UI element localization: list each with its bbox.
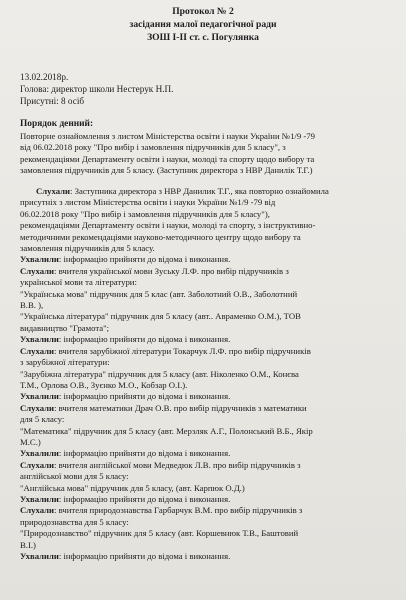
minutes-line-text: М.С.) (20, 436, 41, 447)
minutes-line-text: української мови та літератури: (20, 277, 137, 288)
minutes-line-text: : інформацію прийняти до відома і виконання. (58, 391, 231, 402)
heard-label: Слухали (20, 265, 55, 276)
minutes-line (20, 300, 396, 311)
resolved-line (20, 254, 396, 265)
minutes-line (20, 414, 396, 425)
agenda-line: від 06.02.2018 року "Про вибір і замовлення підручників для 5 класу", з (20, 142, 286, 153)
heard-label: Слухали (20, 402, 55, 413)
heard-line (20, 266, 396, 277)
minutes-line-text: : інформацію прийняти до відома і виконання. (58, 448, 231, 459)
agenda-title: Порядок денний: (20, 119, 94, 129)
meeting-attendance: Присутні: 8 осіб (20, 96, 85, 106)
minutes-line-text: "Природознавство" підручник для 5 класу (авт. Коршевнюк Т.В., Баштовий (20, 528, 299, 539)
heard-line (20, 403, 396, 414)
minutes-line (20, 209, 396, 220)
minutes-line-text: Т.М., Орлова О.В., Зуєнко М.О., Кобзар О.І.). (20, 379, 188, 390)
resolved-line (20, 334, 396, 345)
minutes-line-text: рекомендаціями Департаменту освіти і науки, молоді та спорту, з інструктивно- (20, 220, 316, 231)
minutes-line-text: англійської мови для 5 класу: (20, 471, 129, 482)
minutes-line-text: природознавства для 5 класу: (20, 516, 129, 527)
agenda-line: замовлення підручників для 5 класу. (Заступник директора з НВР Данилік Т.Г.) (20, 165, 313, 176)
minutes-text (20, 186, 396, 562)
minutes-line-text: : вчителя зарубіжної літератури Токарчук Л.Ф. про вибір підручників (54, 345, 311, 356)
resolved-label: Ухвалили (20, 493, 59, 504)
protocol-title: Протокол № 2 (172, 6, 234, 17)
resolved-label: Ухвалили (20, 391, 59, 402)
resolved-label: Ухвалили (20, 254, 59, 265)
minutes-line-text: "Українська мова" підручник для 5 клас (авт. Заболотний О.В., Заболотний (20, 288, 298, 299)
minutes-line (20, 483, 396, 494)
resolved-line (20, 391, 396, 402)
minutes-line (20, 311, 396, 322)
resolved-label: Ухвалили (20, 551, 59, 561)
minutes-line-text: : вчителя природознавства Гарбарчук В.М. про вибір підручників з (54, 505, 303, 516)
heard-label: Слухали (20, 459, 55, 470)
resolved-line (20, 448, 396, 459)
minutes-line (20, 540, 396, 551)
minutes-line (20, 277, 396, 288)
minutes-line (20, 323, 396, 334)
agenda-line: Повторне ознайомлення з листом Міністерства освіти і науки України №1/9 -79 (20, 131, 315, 141)
minutes-line-text: : Заступника директора з НВР Данилик Т.Г., яка повторно ознайомила (70, 186, 329, 196)
minutes-line-text: : вчителя математики Драч О.В. про вибір підручників з математики (54, 402, 307, 413)
heard-label: Слухали (36, 186, 71, 196)
minutes-line-text: для 5 класу: (20, 414, 65, 425)
resolved-line (20, 551, 396, 562)
minutes-line (20, 528, 396, 539)
minutes-line (20, 197, 396, 208)
minutes-line-text: : вчителя української мови Зуську Л.Ф. про вибір підручників з (54, 265, 289, 276)
minutes-line-text: "Математика" підручник для 5 класу (авт. Мерзляк А.Г., Полонський В.Б., Якір (20, 425, 313, 436)
minutes-line-text: "Зарубіжна література" підручник для 5 класу (авт. Ніколенко О.М., Конєва (20, 368, 299, 379)
heard-line (20, 186, 396, 197)
minutes-line-text: "Українська література" підручник для 5 класу (авт.. Авраменко О.М.), ТОВ (20, 311, 301, 322)
minutes-line (20, 369, 396, 380)
minutes-line-text: : інформацію прийняти до відома і виконання. (58, 254, 231, 265)
minutes-line-text: В.І.) (20, 539, 36, 550)
minutes-line-text: : інформацію прийняти до відома і виконання. (58, 551, 231, 561)
minutes-line-text: з зарубіжної літератури: (20, 357, 110, 368)
meeting-date: 13.02.2018р. (20, 72, 69, 82)
heard-line (20, 346, 396, 357)
minutes-line-text: 06.02.2018 року "Про вибір і замовлення підручників для 5 класу"), (20, 208, 270, 219)
minutes-line (20, 357, 396, 368)
minutes-line-text: присутніх з листом Міністерства освіти і науки України №1/9 -79 від (20, 197, 276, 208)
minutes-line-text: "Англійська мова" підручник для 5 класу, (авт. Карпюк О.Д.) (20, 482, 245, 493)
minutes-line (20, 426, 396, 437)
minutes-line-text: : вчителя англійської мови Медведюк Л.В. про вибір підручників з (54, 459, 301, 470)
minutes-line-text: замовлення підручників для 5 класу. (20, 243, 155, 254)
minutes-line-text: методичними рекомендаціями науково-методичного центру щодо вибору та (20, 231, 301, 242)
minutes-line (20, 243, 396, 254)
heard-label: Слухали (20, 505, 55, 516)
agenda-text (20, 131, 396, 177)
heard-line (20, 460, 396, 471)
minutes-line (20, 471, 396, 482)
minutes-line (20, 380, 396, 391)
heard-line (20, 505, 396, 516)
meeting-title: засідання малої педагогічної ради (129, 19, 277, 30)
school-title: ЗОШ І-ІІ ст. с. Погулянка (147, 32, 259, 43)
minutes-line (20, 437, 396, 448)
minutes-line (20, 517, 396, 528)
resolved-label: Ухвалили (20, 448, 59, 459)
resolved-line (20, 494, 396, 505)
minutes-line-text: : інформацію прийняти до відома і виконання. (58, 493, 231, 504)
minutes-line-text: видавництво "Грамота"; (20, 322, 110, 333)
minutes-line-text: В.В. ), (20, 300, 44, 311)
resolved-label: Ухвалили (20, 334, 59, 345)
heard-label: Слухали (20, 345, 55, 356)
minutes-line (20, 232, 396, 243)
minutes-line (20, 289, 396, 300)
minutes-line (20, 220, 396, 231)
minutes-line-text: : інформацію прийняти до відома і виконання. (58, 334, 231, 345)
meeting-chair: Голова: директор школи Нестерук Н.П. (20, 84, 174, 94)
agenda-line: рекомендаціями Департаменту освіти і науки, молоді та спорту щодо вибору та (20, 153, 315, 164)
